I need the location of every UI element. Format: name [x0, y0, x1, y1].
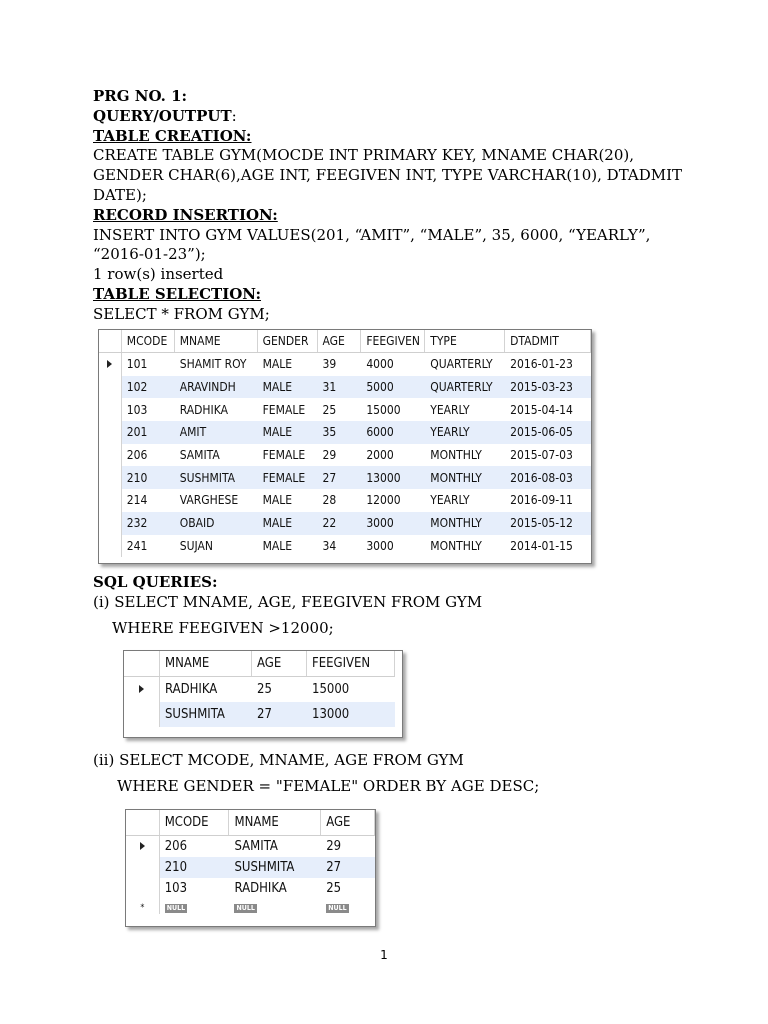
column-header-age[interactable]: AGE	[317, 330, 361, 353]
row-selector[interactable]	[99, 353, 121, 376]
cell[interactable]: SUSHMITA	[174, 466, 257, 489]
cell[interactable]: SUJAN	[179, 538, 213, 553]
row-selector[interactable]	[126, 857, 159, 878]
cell[interactable]: RADHIKA	[234, 881, 287, 896]
cell[interactable]: YEARLY	[425, 421, 505, 444]
table-row[interactable]	[99, 489, 591, 512]
cell[interactable]: 101	[126, 357, 148, 372]
column-header-dtadmit[interactable]: DTADMIT	[505, 330, 591, 353]
cell[interactable]: 25	[326, 881, 342, 896]
new-row-marker[interactable]	[126, 899, 159, 914]
cell[interactable]: 232	[121, 512, 174, 535]
create-statement-line-1: CREATE TABLE GYM(MOCDE INT PRIMARY KEY, MNAME CHAR(20),	[93, 146, 635, 165]
cell[interactable]: 206	[164, 839, 188, 854]
cell[interactable]: 34	[322, 538, 337, 553]
column-header-age[interactable]: AGE	[252, 651, 307, 677]
current-row-arrow-icon	[139, 685, 144, 693]
row-selector[interactable]	[124, 677, 160, 703]
column-header-mcode[interactable]: MCODE	[121, 330, 174, 353]
cell[interactable]: 2015-03-23	[505, 376, 591, 399]
cell[interactable]: 15000	[366, 402, 401, 417]
new-row[interactable]	[126, 899, 375, 914]
cell[interactable]: 13000	[307, 702, 395, 727]
table-row[interactable]	[99, 353, 591, 376]
grid-header-row	[126, 810, 375, 836]
cell[interactable]: 5000	[361, 376, 425, 399]
cell[interactable]: MONTHLY	[425, 466, 505, 489]
cell[interactable]: 29	[322, 448, 337, 463]
query-1-line-1: (i) SELECT MNAME, AGE, FEEGIVEN FROM GYM	[93, 592, 483, 611]
cell[interactable]: 2016-01-23	[510, 357, 573, 372]
cell[interactable]: RADHIKA	[179, 402, 228, 417]
grid-header-row	[99, 330, 591, 353]
query-output-label: QUERY/OUTPUT	[93, 106, 232, 125]
cell[interactable]: 13000	[361, 466, 425, 489]
cell[interactable]: 2016-08-03	[505, 466, 591, 489]
null-cell[interactable]	[321, 899, 375, 914]
cell[interactable]: 2000	[366, 448, 394, 463]
current-row-arrow-icon	[140, 842, 145, 850]
null-badge: NULL	[328, 904, 347, 912]
cell[interactable]: 29	[326, 839, 342, 854]
select-all-statement: SELECT * FROM GYM;	[93, 304, 270, 323]
column-header-mcode[interactable]: MCODE	[159, 810, 229, 836]
cell[interactable]: 206	[126, 448, 148, 463]
row-selector[interactable]	[99, 421, 121, 444]
row-selector-header	[99, 330, 121, 353]
cell[interactable]: MONTHLY	[430, 448, 482, 463]
table-row[interactable]	[124, 702, 395, 727]
column-header-gender[interactable]: GENDER	[257, 330, 317, 353]
cell[interactable]: 6000	[361, 421, 425, 444]
cell[interactable]: SAMITA	[234, 839, 278, 854]
table-row[interactable]	[99, 535, 591, 558]
column-header-age[interactable]: AGE	[321, 810, 375, 836]
cell[interactable]: MALE	[257, 421, 317, 444]
cell[interactable]: SHAMIT ROY	[179, 357, 247, 372]
cell[interactable]: SUSHMITA	[229, 857, 321, 878]
column-header-mname[interactable]: MNAME	[174, 330, 257, 353]
cell[interactable]: 214	[126, 493, 148, 508]
cell[interactable]: 2015-07-03	[510, 448, 573, 463]
cell[interactable]: FEMALE	[257, 466, 317, 489]
cell[interactable]: 4000	[366, 357, 394, 372]
cell[interactable]: MALE	[262, 357, 293, 372]
null-badge: NULL	[166, 904, 186, 912]
table-row[interactable]	[126, 878, 375, 899]
cell[interactable]: 27	[252, 702, 307, 727]
asterisk-icon: *	[140, 903, 145, 913]
column-header-mname[interactable]: MNAME	[160, 651, 252, 677]
cell[interactable]: 31	[317, 376, 361, 399]
cell[interactable]: 39	[322, 357, 337, 372]
column-header-mname[interactable]: MNAME	[229, 810, 321, 836]
record-insertion-heading: RECORD INSERTION:	[93, 205, 278, 224]
cell[interactable]: 103	[126, 402, 148, 417]
grid-header-row	[124, 651, 395, 677]
cell[interactable]: RADHIKA	[165, 682, 218, 697]
cell[interactable]: 27	[317, 466, 361, 489]
cell[interactable]: 102	[121, 376, 174, 399]
query-1-line-2: WHERE FEEGIVEN >12000;	[112, 618, 334, 637]
row-selector[interactable]	[126, 836, 159, 858]
column-header-feegiven[interactable]: FEEGIVEN	[361, 330, 425, 353]
cell[interactable]: 3000	[361, 512, 425, 535]
query-output-heading	[93, 107, 693, 127]
column-header-feegiven[interactable]: FEEGIVEN	[307, 651, 395, 677]
cell[interactable]: VARGHESE	[179, 493, 239, 508]
null-cell[interactable]	[159, 899, 229, 914]
cell[interactable]: 201	[121, 421, 174, 444]
cell[interactable]: 210	[121, 466, 174, 489]
table-row[interactable]	[99, 421, 591, 444]
null-cell[interactable]	[229, 899, 321, 914]
column-header-type[interactable]: TYPE	[425, 330, 505, 353]
query-2-line-2: WHERE GENDER = "FEMALE" ORDER BY AGE DESC;	[117, 776, 540, 795]
cell[interactable]: 2015-06-05	[505, 421, 591, 444]
cell[interactable]: 2016-09-11	[510, 493, 573, 508]
cell[interactable]: 2015-04-14	[510, 402, 573, 417]
cell[interactable]: 35	[317, 421, 361, 444]
insert-result: 1 row(s) inserted	[93, 265, 224, 284]
row-selector[interactable]	[99, 398, 121, 421]
row-selector[interactable]	[99, 444, 121, 467]
cell[interactable]: YEARLY	[430, 493, 470, 508]
query-output-colon: :	[231, 106, 237, 125]
cell[interactable]: OBAID	[174, 512, 257, 535]
document-body	[93, 87, 693, 325]
cell[interactable]: YEARLY	[430, 402, 470, 417]
cell[interactable]: 12000	[366, 493, 401, 508]
null-badge: NULL	[236, 904, 255, 912]
page-number: 1	[380, 948, 388, 962]
table-row[interactable]	[99, 398, 591, 421]
sql-queries-heading: SQL QUERIES:	[93, 573, 218, 591]
row-selector[interactable]	[99, 489, 121, 512]
insert-statement-line-1: INSERT INTO GYM VALUES(201, “AMIT”, “MALE”, 35, 6000, “YEARLY”,	[93, 225, 651, 244]
table-selection-heading: TABLE SELECTION:	[93, 284, 262, 303]
cell[interactable]: MALE	[262, 538, 293, 553]
cell[interactable]: 28	[322, 493, 337, 508]
program-number: PRG NO. 1:	[93, 87, 188, 105]
cell[interactable]: 2015-05-12	[505, 512, 591, 535]
row-selector[interactable]	[99, 512, 121, 535]
table-creation-heading: TABLE CREATION:	[93, 126, 252, 145]
create-statement-line-2: GENDER CHAR(6),AGE INT, FEEGIVEN INT, TYPE VARCHAR(10), DTADMIT	[93, 166, 683, 185]
row-selector[interactable]	[99, 466, 121, 489]
cell[interactable]: 210	[159, 857, 229, 878]
cell[interactable]: ARAVINDH	[174, 376, 257, 399]
table-row[interactable]	[126, 857, 375, 878]
cell[interactable]: 103	[164, 881, 188, 896]
row-selector-header	[126, 810, 159, 836]
cell[interactable]: MALE	[257, 512, 317, 535]
cell[interactable]: 22	[317, 512, 361, 535]
cell[interactable]: FEMALE	[262, 402, 306, 417]
cell[interactable]: 27	[321, 857, 375, 878]
cell[interactable]: 25	[322, 402, 337, 417]
row-selector-header	[124, 651, 160, 677]
cell[interactable]: 2014-01-15	[510, 538, 573, 553]
cell[interactable]: QUARTERLY	[425, 376, 505, 399]
row-selector[interactable]	[99, 535, 121, 558]
table-row[interactable]	[99, 512, 591, 535]
create-statement-line-3: DATE);	[93, 185, 147, 204]
table-row[interactable]	[99, 444, 591, 467]
cell[interactable]: MALE	[262, 493, 293, 508]
cell[interactable]: 25	[257, 682, 272, 697]
result-grid-query-1[interactable]	[123, 650, 403, 738]
cell[interactable]: 15000	[312, 682, 350, 697]
current-row-arrow-icon	[107, 360, 112, 368]
cell[interactable]: MALE	[257, 376, 317, 399]
cell[interactable]: MONTHLY	[425, 512, 505, 535]
table-row[interactable]	[99, 376, 591, 399]
table-row[interactable]	[126, 836, 375, 858]
cell[interactable]: AMIT	[174, 421, 257, 444]
cell[interactable]: 241	[126, 538, 148, 553]
cell[interactable]: SUSHMITA	[160, 702, 252, 727]
result-grid-all[interactable]	[98, 329, 592, 564]
result-grid-query-2[interactable]	[125, 809, 376, 927]
cell[interactable]: FEMALE	[262, 448, 306, 463]
row-selector[interactable]	[124, 702, 160, 727]
query-2-section	[93, 751, 693, 797]
cell[interactable]: 3000	[366, 538, 394, 553]
cell[interactable]: MONTHLY	[430, 538, 482, 553]
table-row[interactable]	[99, 466, 591, 489]
cell[interactable]: SAMITA	[179, 448, 220, 463]
queries-section	[93, 573, 693, 638]
insert-statement-line-2: “2016-01-23”);	[93, 245, 206, 264]
row-selector[interactable]	[126, 878, 159, 899]
cell[interactable]: QUARTERLY	[430, 357, 493, 372]
row-selector[interactable]	[99, 376, 121, 399]
table-row[interactable]	[124, 677, 395, 703]
query-2-line-1: (ii) SELECT MCODE, MNAME, AGE FROM GYM	[93, 751, 464, 769]
